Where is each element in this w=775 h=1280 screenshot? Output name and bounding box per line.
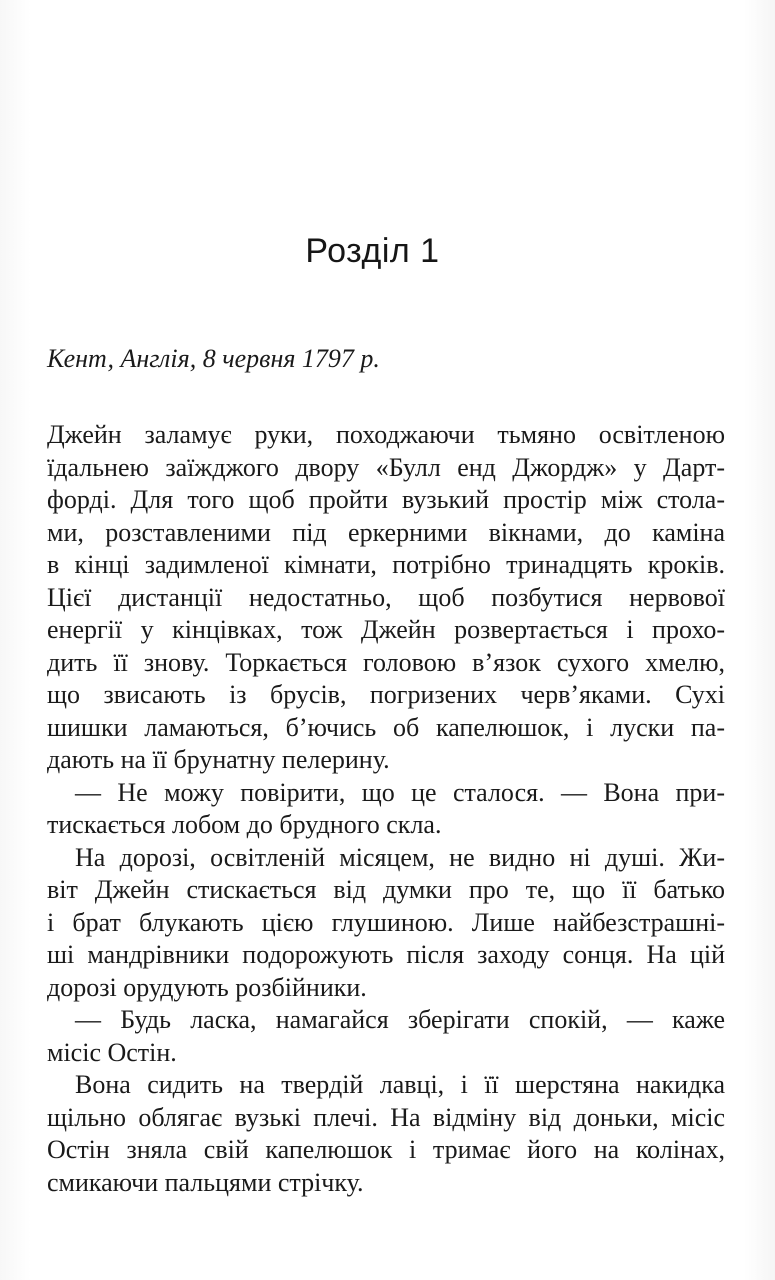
text-line: в кінці задимленої кімнати, потрібно тринадцять кроків. [47,550,725,579]
text-line: смикаючи пальцями стрічку. [47,1167,364,1197]
chapter-body [47,419,725,1199]
place-date-heading: Кент, Англія, 8 червня 1797 р. [47,344,380,373]
text-line: дить її знову. Торкається головою в’язок сухого хмелю, [47,647,725,677]
text-line: — Будь ласка, намагайся зберігати спокій, — каже [75,1005,725,1034]
text-line: тискається лобом до брудного скла. [47,810,442,839]
text-line: їдальнею заїжджого двору «Булл енд Джордж» у Дарт- [47,452,725,482]
text-line: Остін зняла свій капелюшок і тримає його на колінах, [47,1135,725,1164]
text-line: На дорозі, освітленій місяцем, не видно ні душі. Жи- [75,842,725,872]
text-line: дорозі орудують розбійники. [47,972,367,1002]
text-line: ші мандрівники подорожують після заходу сонця. На цій [47,940,725,969]
text-line: що звисають із брусів, погризених черв’яками. Сухі [47,680,725,709]
text-line: енергії у кінцівках, тож Джейн розвертається і прохо- [47,615,725,644]
text-line: Вона сидить на твердій лавці, і її шерстяна накидка [75,1070,725,1099]
text-line: місіс Остін. [47,1037,177,1067]
text-line: і брат блукають цією глушиною. Лише найбезстрашні- [47,907,725,937]
paragraph-2 [47,777,725,842]
paragraph-5 [47,1069,725,1199]
text-line: шишки ламаються, б’ючись об капелюшок, і луски па- [47,712,725,742]
text-line: Цієї дистанції недостатньо, щоб позбутися нервової [47,582,725,612]
text-line: Джейн заламує руки, походжаючи тьмяно освітленою [47,420,725,449]
paragraph-4 [47,1004,725,1069]
text-line: ми, розставленими під еркерними вікнами, до каміна [47,517,725,547]
text-line: щільно облягає вузькі плечі. На відміну від доньки, місіс [47,1102,725,1132]
text-line: віт Джейн стискається від думки про те, що її батько [47,875,725,904]
text-line: форді. Для того щоб пройти вузький простір між стола- [47,485,725,514]
chapter-title: Розділ 1 [305,232,440,270]
paragraph-3 [47,842,725,1005]
paragraph-1 [47,419,725,777]
text-line: — Не можу повірити, що це сталося. — Вона при- [75,777,725,807]
text-line: дають на її брунатну пелерину. [47,745,390,774]
